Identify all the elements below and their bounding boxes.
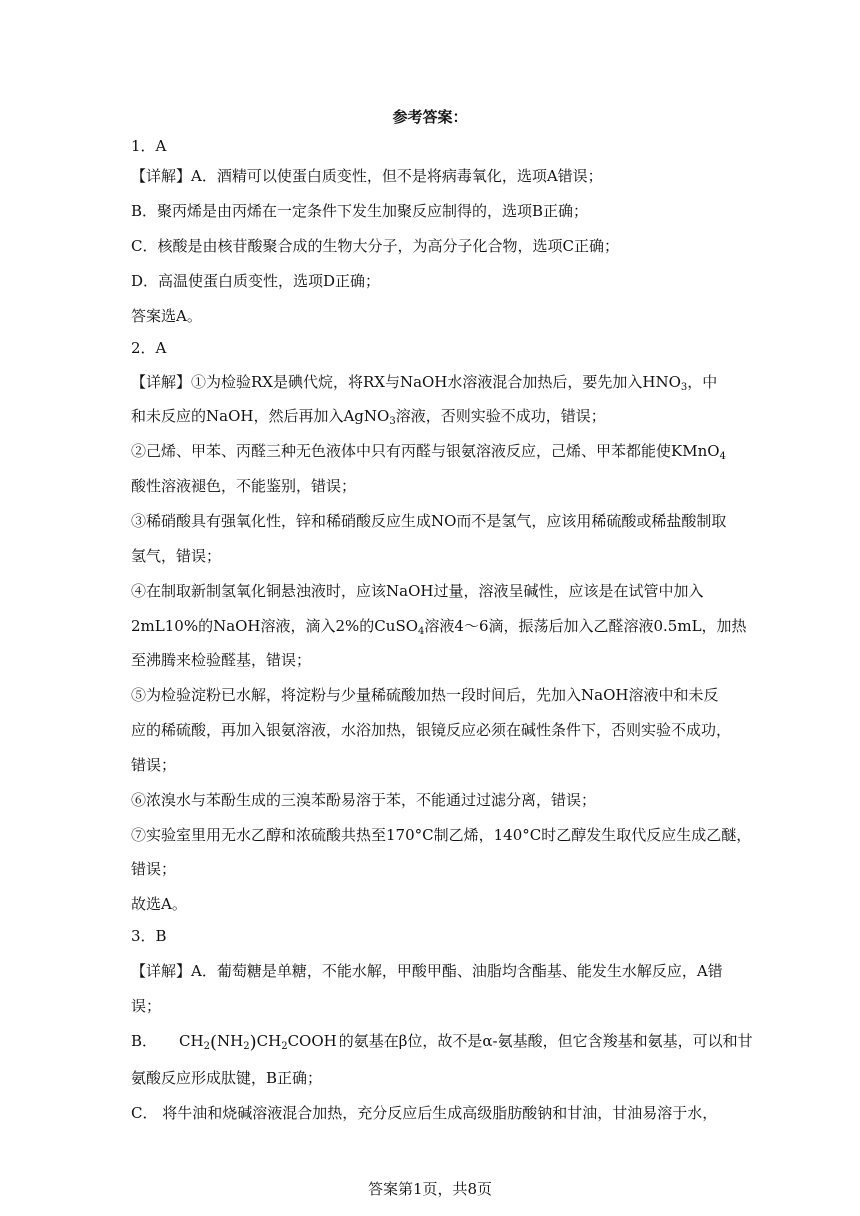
- answer-2-line: 应的稀硫酸，再加入银氨溶液，水浴加热，银镜反应必须在碱性条件下，否则实验不成功，: [131, 721, 732, 739]
- answer-3-option-b: B． $CH_2(NH_2)CH_2COOH$ 的氨基在β位，故不是α-氨基酸，但它含羧基和氨基，可以和甘: [131, 1032, 753, 1053]
- answer-2-line: 酸性溶液褪色，不能鉴别，错误；: [131, 477, 357, 495]
- answer-1-explanation: 【详解】A．酒精可以使蛋白质变性，但不是将病毒氧化，选项A错误；: [131, 167, 603, 185]
- answer-2-line: ⑥浓溴水与苯酚生成的三溴苯酚易溶于苯，不能通过过滤分离，错误；: [131, 791, 597, 809]
- answer-1-conclusion: 答案选A。: [131, 307, 202, 325]
- answer-3-label: 3．B: [131, 927, 167, 945]
- answer-1-option-c: C．核酸是由核苷酸聚合成的生物大分子，为高分子化合物，选项C正确；: [131, 237, 619, 255]
- answer-3-line: 误；: [131, 997, 162, 1015]
- answer-3-line: 氨酸反应形成肽键，B正确；: [131, 1069, 323, 1087]
- answer-3-line: 【详解】A．葡萄糖是单糖，不能水解，甲酸甲酯、油脂均含酯基、能发生水解反应，A错: [131, 962, 723, 980]
- answer-1-option-b: B．聚丙烯是由丙烯在一定条件下发生加聚反应制得的，选项B正确；: [131, 202, 589, 220]
- answer-2-line: 和未反应的NaOH，然后再加入AgNO$_3$溶液，否则实验不成功，错误；: [131, 407, 606, 427]
- answer-2-line: 错误；: [131, 860, 177, 878]
- answer-2-conclusion: 故选A。: [131, 895, 187, 913]
- page-footer: 答案第1页，共8页: [367, 1180, 493, 1198]
- chemical-formula: $CH_2(NH_2)CH_2COOH$: [179, 1032, 337, 1053]
- answer-1-option-d: D．高温使蛋白质变性，选项D正确；: [131, 272, 381, 290]
- answer-2-line: 至沸腾来检验醛基，错误；: [131, 651, 312, 669]
- answer-2-line: ②己烯、甲苯、丙醛三种无色液体中只有丙醛与银氨溶液反应，己烯、甲苯都能使KMnO$_4$: [131, 442, 726, 462]
- answer-2-line: ⑤为检验淀粉已水解，将淀粉与少量稀硫酸加热一段时间后，先加入NaOH溶液中和未反: [131, 686, 719, 704]
- answer-2-line: 2mL10%的NaOH溶液，滴入2%的CuSO$_4$溶液4～6滴，振荡后加入乙醛溶液0.5mL，加热: [131, 617, 747, 637]
- answer-2-line: ⑦实验室里用无水乙醇和浓硫酸共热至170°C制乙烯，140°C时乙醇发生取代反应生成乙醚，: [131, 826, 752, 844]
- answer-2-line: ③稀硝酸具有强氧化性，锌和稀硝酸反应生成NO而不是氢气，应该用稀硫酸或稀盐酸制取: [131, 512, 727, 530]
- answer-3-option-c: C． 将牛油和烧碱溶液混合加热，充分反应后生成高级脂肪酸钠和甘油，甘油易溶于水，: [131, 1104, 718, 1122]
- answer-2-line: ④在制取新制氢氧化铜悬浊液时，应该NaOH过量，溶液呈碱性，应该是在试管中加入: [131, 582, 704, 600]
- answer-2-label: 2．A: [131, 339, 167, 357]
- page-title: 参考答案：: [392, 108, 468, 126]
- answer-2-line: 错误；: [131, 756, 177, 774]
- answer-1-label: 1．A: [131, 137, 167, 155]
- answer-2-line: 氢气，错误；: [131, 547, 222, 565]
- answer-2-line: 【详解】①为检验RX是碘代烷，将RX与NaOH水溶液混合加热后，要先加入$HNO_3$，中: [131, 373, 718, 393]
